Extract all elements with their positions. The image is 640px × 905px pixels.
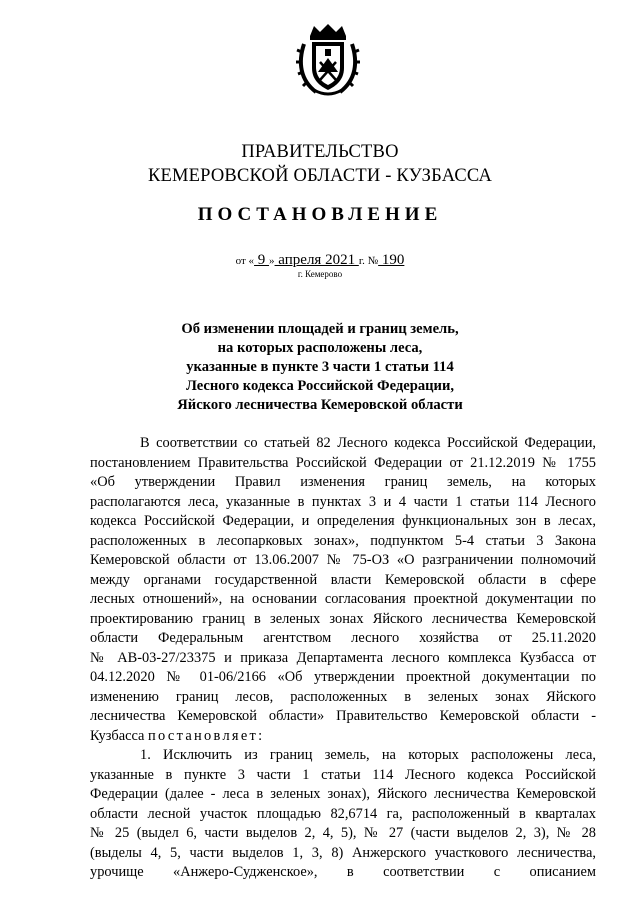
body-line: изменению границ лесов, расположенных в зеленых зонах Яйского xyxy=(90,688,596,705)
body-line: проектированию границ в зеленых зонах Яйского лесничества Кемеровской xyxy=(90,610,596,627)
title-line: указанные в пункте 3 части 1 статьи 114 xyxy=(186,359,454,375)
body-line: лесничества Кемеровской области» Правительство Кемеровской области - xyxy=(90,708,596,724)
city: г. Кемерово xyxy=(297,269,343,279)
body-line: постановлением Правительства Российской Федерации от 21.12.2019 № 1755 xyxy=(90,454,596,471)
document-number: 190 xyxy=(378,252,405,268)
document-body xyxy=(90,434,596,883)
organization-name-line2: КЕМЕРОВСКОЙ ОБЛАСТИ - КУЗБАССА xyxy=(147,166,493,186)
organization-name-line1: ПРАВИТЕЛЬСТВО xyxy=(241,142,399,162)
resolve-prefix: Кузбасса xyxy=(90,727,149,744)
resolve-word: постановляет: xyxy=(148,727,265,744)
title-line: Яйского лесничества Кемеровской области xyxy=(177,397,463,413)
title-line: Лесного кодекса Российской Федерации, xyxy=(185,378,455,394)
body-line: располагаются леса, указанные в пунктах 3 и 4 части 1 статьи 114 Лесного xyxy=(90,493,596,510)
body-line: между органами государственной власти Кемеровской области в сфере xyxy=(90,571,596,588)
body-line: № АВ-03-27/23375 и приказа Департамента лесного комплекса Кузбасса от xyxy=(90,649,596,666)
item-1-line: области лесной участок площадью 82,6714 га, расположенный в кварталах xyxy=(90,805,596,822)
body-line: расположенных в лесопарковых зонах», подпунктом 5-4 статьи 3 Закона xyxy=(90,532,596,549)
item-1-number: 1. xyxy=(140,747,151,763)
item-1-text: Исключить из границ земель, на которых расположены леса, xyxy=(163,747,596,763)
title-line: Об изменении площадей и границ земель, xyxy=(181,321,459,337)
title-line: на которых расположены леса, xyxy=(217,340,423,356)
kuzbass-coat-of-arms-icon xyxy=(296,22,360,98)
document-title xyxy=(0,320,640,415)
date-year-suffix: г. xyxy=(358,255,365,267)
body-line: В соответствии со статьей 82 Лесного кодекса Российской Федерации, xyxy=(140,435,596,451)
document-type: ПОСТАНОВЛЕНИЕ xyxy=(197,204,443,225)
number-prefix: № xyxy=(367,255,379,267)
body-line: кодекса Российской Федерации, и определения функциональных зон в лесах, xyxy=(90,513,596,529)
resolve-line xyxy=(90,727,596,747)
item-1-line: Федерации (далее - леса в зеленых зонах), Яйского лесничества Кемеровской xyxy=(90,786,596,802)
item-1-line: урочище «Анжеро-Судженское», в соответствии с описанием xyxy=(90,864,596,880)
date-day: 9 xyxy=(254,252,270,268)
body-line: Кемеровской области от 13.06.2007 № 75-ОЗ «О разграничении полномочий xyxy=(90,552,596,568)
date-number-line xyxy=(0,252,640,269)
item-1-first-line xyxy=(90,746,596,766)
date-month-year: апреля 2021 xyxy=(274,252,359,268)
item-1-line: (выделы 4, 5, части выделов 1, 3, 8) Анжерского участкового лесничества, xyxy=(90,844,596,861)
body-line: 04.12.2020 № 01-06/2166 «Об утверждении проектной документации по xyxy=(90,669,596,685)
body-line: области Федеральным агентством лесного хозяйства от 25.11.2020 xyxy=(90,630,596,646)
body-line: «Об утверждении Правил изменения границ земель, на которых xyxy=(90,474,596,490)
body-line: лесных отношений», на основании согласования проектной документации по xyxy=(90,591,596,607)
date-prefix: от « xyxy=(235,255,255,267)
item-1-line: указанные в пункте 3 части 1 статьи 114 Лесного кодекса Российской xyxy=(90,766,596,783)
date-mid: » xyxy=(269,255,275,267)
item-1-line: № 25 (выдел 6, части выделов 2, 4, 5), № 27 (части выделов 2, 3), № 28 xyxy=(90,825,596,841)
